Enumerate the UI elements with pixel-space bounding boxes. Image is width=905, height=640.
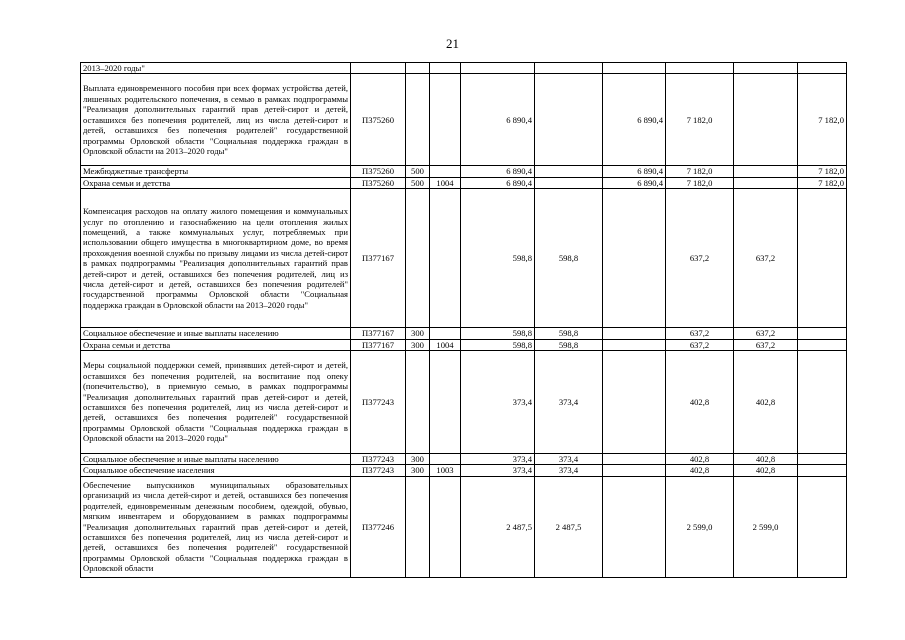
amount-cell-1: 598,8 [461,328,535,339]
amount-cell-2: 373,4 [535,351,603,454]
table-row [81,189,847,328]
target-code-cell: П375260 [351,74,406,166]
target-code-cell: П375260 [351,166,406,177]
section-code-cell: 1003 [430,465,461,476]
amount-cell-6 [798,476,847,577]
section-code-cell [430,63,461,74]
amount-cell-5 [734,63,798,74]
section-code-cell [430,166,461,177]
section-code-cell [430,328,461,339]
amount-cell-5: 2 599,0 [734,476,798,577]
target-code-cell: П377167 [351,189,406,328]
table-body [81,63,847,578]
amount-cell-6 [798,351,847,454]
section-code-cell: 1004 [430,339,461,350]
amount-cell-2: 373,4 [535,454,603,465]
amount-cell-3: 6 890,4 [603,177,666,188]
amount-cell-6: 7 182,0 [798,177,847,188]
amount-cell-1: 6 890,4 [461,74,535,166]
amount-cell-2: 2 487,5 [535,476,603,577]
amount-cell-5: 402,8 [734,465,798,476]
target-code-cell: П377243 [351,351,406,454]
amount-cell-1: 373,4 [461,454,535,465]
amount-cell-6: 7 182,0 [798,166,847,177]
table-row [81,465,847,476]
amount-cell-3: 6 890,4 [603,74,666,166]
amount-cell-5: 402,8 [734,351,798,454]
table-row [81,339,847,350]
table-row [81,351,847,454]
row-description: Компенсация расходов на оплату жилого помещения и коммунальных услуг по отоплению и газоснабжению на цели отопления жилых помещений, а также коммунальных услуг, потребляемых при использовании общего имущества в многоквартирном доме, во время прохождения военной службы по призыву лицами из числа детей-сирот в рамках подпрограммы "Реализация дополнительных гарантий прав детей-сирот и детей, оставшихся без попечения родителей, лиц из числа детей-сирот и детей, оставшихся без попечения родителей" государственной программы Орловской области "Социальная поддержка граждан в Орловской области на 2013–2020 годы" [81,189,351,328]
amount-cell-4: 637,2 [666,339,734,350]
expense-type-cell: 300 [406,454,430,465]
amount-cell-2: 598,8 [535,328,603,339]
amount-cell-6: 7 182,0 [798,74,847,166]
row-description: Обеспечение выпускников муниципальных образовательных организаций из числа детей-сирот и детей, оставшихся без попечения родителей, единовременным денежным пособием, одеждой, обувью, мягким инвентарем и оборудованием в рамках подпрограммы "Реализация дополнительных гарантий прав детей-сирот и детей, оставшихся без попечения родителей, лиц из числа детей-сирот и детей, оставшихся без попечения родителей" государственной программы Орловской области "Социальная поддержка граждан в Орловской области [81,476,351,577]
amount-cell-4: 2 599,0 [666,476,734,577]
amount-cell-6 [798,465,847,476]
amount-cell-6 [798,328,847,339]
section-code-cell [430,476,461,577]
expense-type-cell: 300 [406,465,430,476]
row-description: Выплата единовременного пособия при всех формах устройства детей, лишенных родительского попечения, в семью в рамках подпрограммы "Реализация дополнительных гарантий прав детей-сирот и детей, оставшихся без попечения родителей, лиц из числа детей-сирот и детей, оставшихся без попечения родителей" государственной программы Орловской области "Социальная поддержка граждан в Орловской области на 2013–2020 годы" [81,74,351,166]
expense-type-cell [406,189,430,328]
amount-cell-2: 598,8 [535,339,603,350]
target-code-cell: П377246 [351,476,406,577]
expense-type-cell [406,74,430,166]
section-code-cell [430,351,461,454]
amount-cell-5: 637,2 [734,189,798,328]
amount-cell-1: 598,8 [461,339,535,350]
amount-cell-6 [798,339,847,350]
amount-cell-5: 637,2 [734,339,798,350]
amount-cell-1: 373,4 [461,465,535,476]
amount-cell-6 [798,189,847,328]
amount-cell-1: 6 890,4 [461,177,535,188]
amount-cell-1: 2 487,5 [461,476,535,577]
amount-cell-4: 402,8 [666,454,734,465]
section-code-cell [430,189,461,328]
expense-type-cell: 500 [406,166,430,177]
amount-cell-4: 7 182,0 [666,177,734,188]
amount-cell-3 [603,328,666,339]
amount-cell-3 [603,454,666,465]
expense-type-cell: 300 [406,328,430,339]
amount-cell-4 [666,63,734,74]
table-row [81,328,847,339]
amount-cell-3 [603,351,666,454]
target-code-cell: П377243 [351,454,406,465]
table-row [81,74,847,166]
target-code-cell: П377243 [351,465,406,476]
amount-cell-5 [734,166,798,177]
amount-cell-5: 637,2 [734,328,798,339]
table-row [81,63,847,74]
section-code-cell: 1004 [430,177,461,188]
amount-cell-4: 637,2 [666,328,734,339]
target-code-cell [351,63,406,74]
target-code-cell: П377167 [351,339,406,350]
amount-cell-1: 373,4 [461,351,535,454]
amount-cell-4: 7 182,0 [666,166,734,177]
amount-cell-4: 402,8 [666,351,734,454]
expense-type-cell [406,351,430,454]
amount-cell-2 [535,166,603,177]
amount-cell-6 [798,454,847,465]
amount-cell-2: 598,8 [535,189,603,328]
row-description: Охрана семьи и детства [81,177,351,188]
amount-cell-3 [603,189,666,328]
amount-cell-3 [603,63,666,74]
amount-cell-4: 402,8 [666,465,734,476]
row-description: Социальное обеспечение населения [81,465,351,476]
amount-cell-2: 373,4 [535,465,603,476]
row-description: Межбюджетные трансферты [81,166,351,177]
page-number: 21 [446,36,459,51]
expense-type-cell [406,63,430,74]
row-description: Социальное обеспечение и иные выплаты населению [81,328,351,339]
section-code-cell [430,74,461,166]
section-code-cell [430,454,461,465]
amount-cell-4: 637,2 [666,189,734,328]
target-code-cell: П377167 [351,328,406,339]
amount-cell-2 [535,63,603,74]
amount-cell-1 [461,63,535,74]
row-description: 2013–2020 годы" [81,63,351,74]
amount-cell-2 [535,177,603,188]
row-description: Охрана семьи и детства [81,339,351,350]
table-row [81,476,847,577]
amount-cell-3 [603,476,666,577]
expense-type-cell: 300 [406,339,430,350]
amount-cell-3 [603,465,666,476]
amount-cell-3: 6 890,4 [603,166,666,177]
amount-cell-6 [798,63,847,74]
table-row [81,166,847,177]
table-row [81,454,847,465]
expense-type-cell [406,476,430,577]
amount-cell-5 [734,177,798,188]
budget-table [80,62,847,578]
row-description: Социальное обеспечение и иные выплаты населению [81,454,351,465]
target-code-cell: П375260 [351,177,406,188]
expense-type-cell: 500 [406,177,430,188]
amount-cell-5 [734,74,798,166]
amount-cell-3 [603,339,666,350]
amount-cell-5: 402,8 [734,454,798,465]
amount-cell-1: 598,8 [461,189,535,328]
table-row [81,177,847,188]
amount-cell-2 [535,74,603,166]
amount-cell-4: 7 182,0 [666,74,734,166]
row-description: Меры социальной поддержки семей, принявших детей-сирот и детей, оставшихся без попечения родителей, на воспитание под опеку (попечительство), в приемную семью, в рамках подпрограммы "Реализация дополнительных гарантий прав детей-сирот и детей, оставшихся без попечения родителей, лиц из числа детей-сирот и детей, оставшихся без попечения родителей" государственной программы Орловской области "Социальная поддержка граждан в Орловской области на 2013–2020 годы" [81,351,351,454]
amount-cell-1: 6 890,4 [461,166,535,177]
